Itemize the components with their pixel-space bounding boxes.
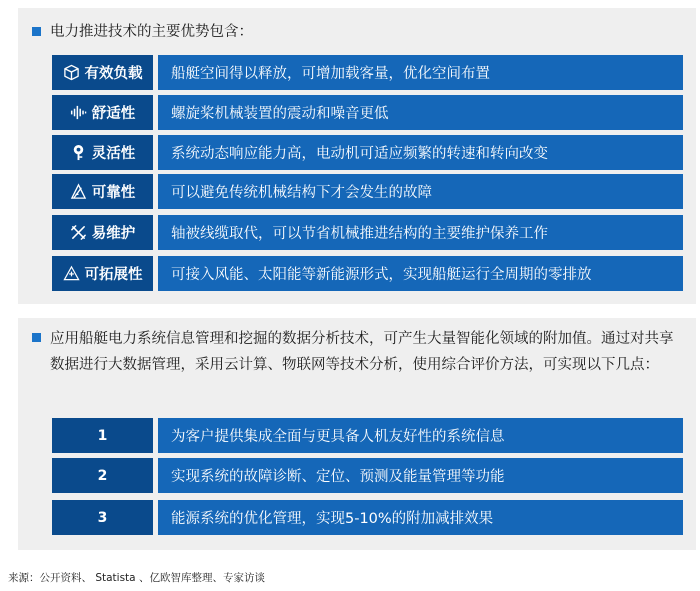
advantage-label-text: 灵活性 — [91, 146, 136, 162]
advantage-label — [52, 55, 153, 90]
data-value-heading-row — [32, 326, 687, 378]
advantage-row-scalability — [52, 256, 683, 291]
advantage-label — [52, 256, 153, 291]
advantage-description: 螺旋桨机械装置的震动和噪音更低 — [158, 95, 683, 130]
advantage-label — [52, 135, 153, 170]
advantage-description: 可接入风能、太阳能等新能源形式，实现船艇运行全周期的零排放 — [158, 256, 683, 291]
advantage-label-text: 可靠性 — [91, 185, 136, 201]
bullet-square-icon — [32, 333, 41, 342]
point-text: 能源系统的优化管理，实现5-10%的附加减排效果 — [158, 500, 683, 535]
location-pin-icon — [70, 144, 88, 162]
sound-wave-icon — [70, 104, 88, 122]
point-row — [52, 458, 683, 493]
advantage-label-text: 易维护 — [91, 226, 136, 242]
advantage-label — [52, 174, 153, 209]
advantage-label-text: 舒适性 — [91, 106, 136, 122]
point-number: 2 — [52, 458, 153, 493]
point-number: 3 — [52, 500, 153, 535]
source-note: 来源：公开资料、 Statista 、亿欧智库整理、专家访谈 — [8, 572, 265, 584]
advantage-row-comfort — [52, 95, 683, 130]
advantage-label — [52, 95, 153, 130]
point-text: 为客户提供集成全面与更具备人机友好性的系统信息 — [158, 418, 683, 453]
advantage-description: 船艇空间得以释放，可增加载客量，优化空间布置 — [158, 55, 683, 90]
advantages-heading-row — [32, 22, 253, 42]
bullet-square-icon — [32, 27, 41, 36]
advantage-label — [52, 215, 153, 250]
advantage-label-text: 可拓展性 — [84, 267, 143, 283]
data-value-panel — [18, 318, 696, 550]
advantage-description: 轴被线缆取代，可以节省机械推进结构的主要维护保养工作 — [158, 215, 683, 250]
advantage-description: 系统动态响应能力高，电动机可适应频繁的转速和转向改变 — [158, 135, 683, 170]
advantage-row-flexibility — [52, 135, 683, 170]
advantages-heading: 电力推进技术的主要优势包含： — [50, 24, 253, 40]
point-row — [52, 500, 683, 535]
data-value-heading: 应用船艇电力系统信息管理和挖掘的数据分析技术，可产生大量智能化领域的附加值。通过对共享数据进行大数据管理，采用云计算、物联网等技术分析，使用综合评价方法，可实现以下几点： — [50, 331, 674, 373]
advantage-description: 可以避免传统机械结构下才会发生的故障 — [158, 174, 683, 209]
triangle-expand-icon — [63, 265, 81, 283]
cube-icon — [63, 64, 81, 82]
advantages-panel — [18, 8, 696, 304]
advantage-label-text: 有效负载 — [84, 66, 143, 82]
triangle-ruler-icon — [70, 183, 88, 201]
point-number: 1 — [52, 418, 153, 453]
point-text: 实现系统的故障诊断、定位、预测及能量管理等功能 — [158, 458, 683, 493]
advantage-row-maintenance — [52, 215, 683, 250]
advantage-row-payload — [52, 55, 683, 90]
advantage-row-reliability — [52, 174, 683, 209]
tools-icon — [70, 224, 88, 242]
point-row — [52, 418, 683, 453]
